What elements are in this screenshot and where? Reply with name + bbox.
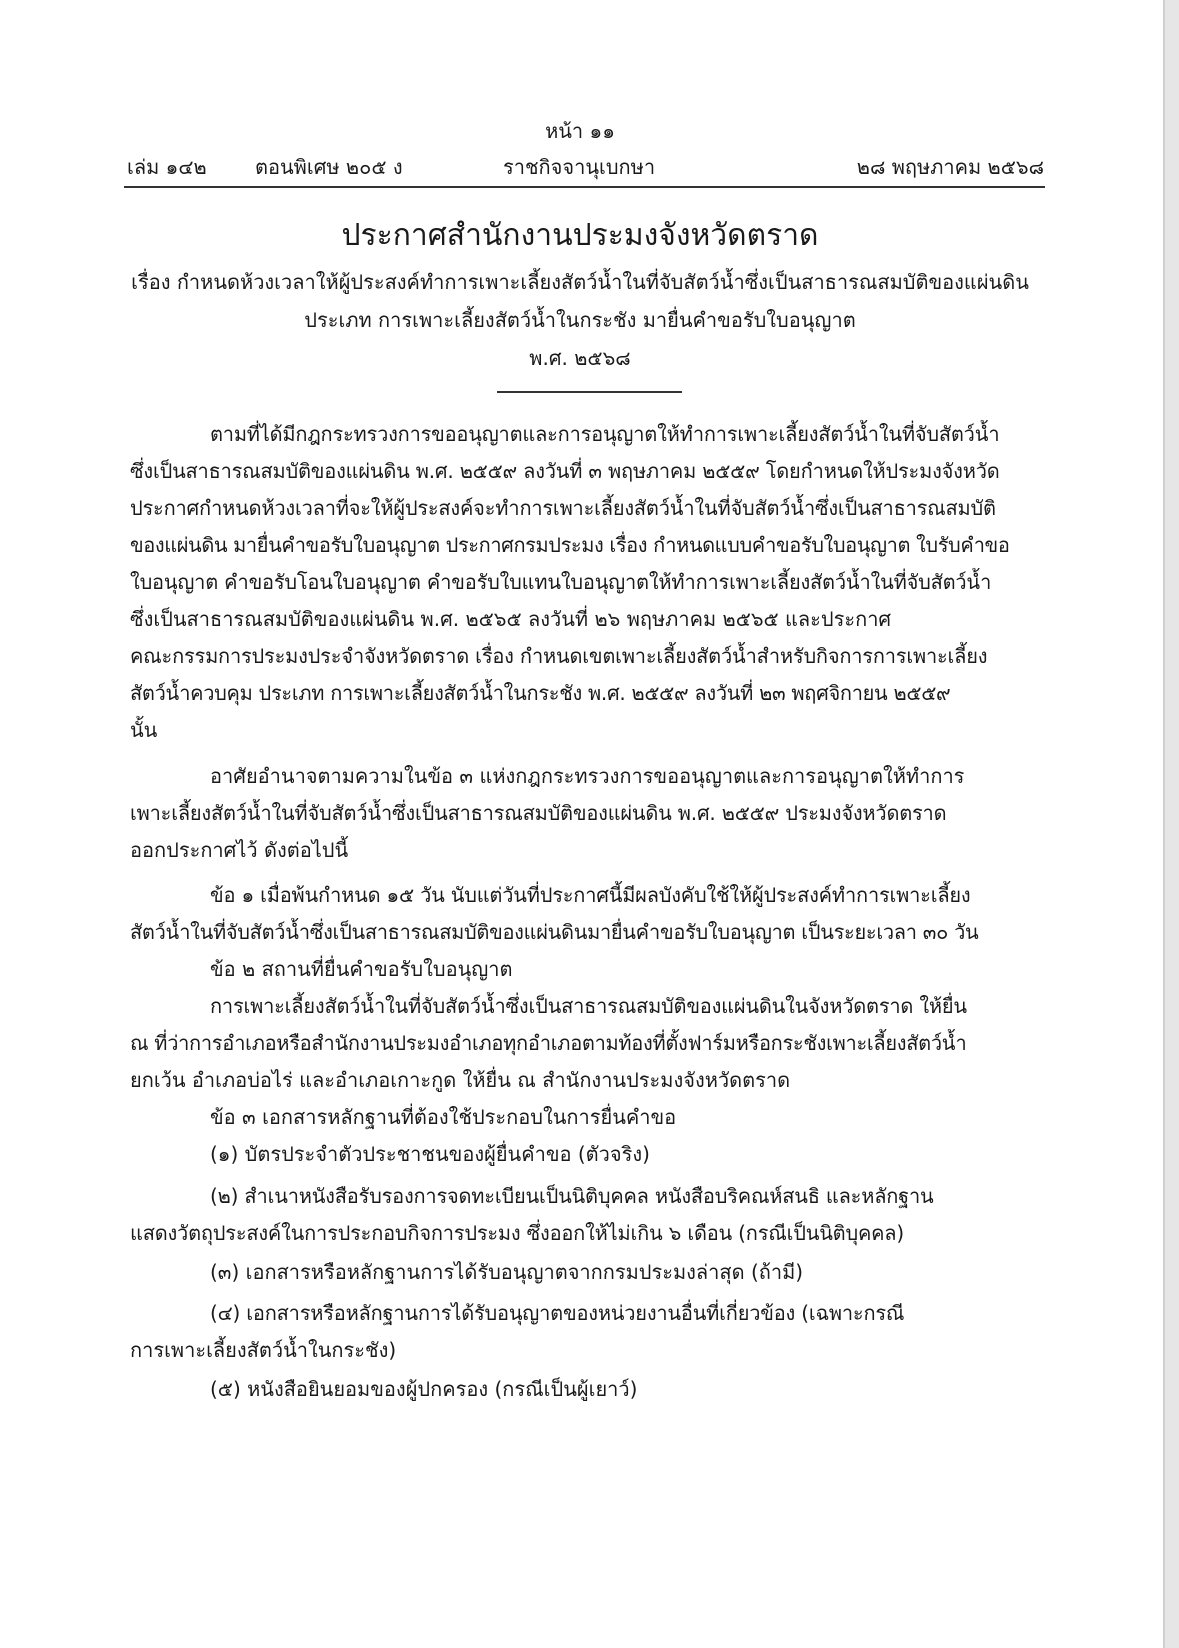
body-line: ข้อ ๒ สถานที่ยื่นคำขอรับใบอนุญาต [210,957,513,981]
body-line: ยกเว้น อำเภอบ่อไร่ และอำเภอเกาะกูด ให้ยื่น ณ สำนักงานประมงจังหวัดตราด [130,1068,791,1092]
body-line: ณ ที่ว่าการอำเภอหรือสำนักงานประมงอำเภอทุกอำเภอตามท้องที่ตั้งฟาร์มหรือกระชังเพาะเลี้ยงสัตว์น้ำ [130,1031,967,1055]
body-line: การเพาะเลี้ยงสัตว์น้ำในที่จับสัตว์น้ำซึ่งเป็นสาธารณสมบัติของแผ่นดินในจังหวัดตราด ให้ยื่น [210,994,967,1018]
announcement-subject-line-1: เรื่อง กำหนดห้วงเวลาให้ผู้ประสงค์ทำการเพาะเลี้ยงสัตว์น้ำในที่จับสัตว์น้ำซึ่งเป็นสาธารณสมบัติของแผ่นดิน [131,270,1029,294]
body-line: ข้อ ๓ เอกสารหลักฐานที่ต้องใช้ประกอบในการยื่นคำขอ [210,1105,677,1129]
title-divider [497,391,682,393]
issue-date: ๒๘ พฤษภาคม ๒๕๖๘ [856,155,1044,179]
body-line: คณะกรรมการประมงประจำจังหวัดตราด เรื่อง กำหนดเขตเพาะเลี้ยงสัตว์น้ำสำหรับกิจการการเพาะเลี้ยง [130,644,988,668]
body-line: (๔) เอกสารหรือหลักฐานการได้รับอนุญาตของหน่วยงานอื่นที่เกี่ยวข้อง (เฉพาะกรณี [210,1301,905,1325]
body-line: ประกาศกำหนดห้วงเวลาที่จะให้ผู้ประสงค์จะทำการเพาะเลี้ยงสัตว์น้ำในที่จับสัตว์น้ำซึ่งเป็นสาธารณสมบัติ [130,496,996,520]
announcement-subject-line-2: ประเภท การเพาะเลี้ยงสัตว์น้ำในกระชัง มายื่นคำขอรับใบอนุญาต [304,308,856,332]
header-divider [124,186,1045,188]
body-line: สัตว์น้ำในที่จับสัตว์น้ำซึ่งเป็นสาธารณสมบัติของแผ่นดินมายื่นคำขอรับใบอนุญาต เป็นระยะเวลา ๓๐ วัน [130,920,979,944]
body-line: ออกประกาศไว้ ดังต่อไปนี้ [130,838,349,862]
body-line: อาศัยอำนาจตามความในข้อ ๓ แห่งกฎกระทรวงการขออนุญาตและการอนุญาตให้ทำการ [210,764,965,788]
body-line: สัตว์น้ำควบคุม ประเภท การเพาะเลี้ยงสัตว์น้ำในกระชัง พ.ศ. ๒๕๕๙ ลงวันที่ ๒๓ พฤศจิกายน ๒๕๕๙ [130,681,951,705]
body-line: ข้อ ๑ เมื่อพ้นกำหนด ๑๕ วัน นับแต่วันที่ประกาศนี้มีผลบังคับใช้ให้ผู้ประสงค์ทำการเพาะเลี้ยง [210,883,971,907]
announcement-year: พ.ศ. ๒๕๖๘ [529,346,631,370]
volume-label: เล่ม ๑๔๒ [127,155,207,179]
running-header [127,151,1044,181]
body-line: ตามที่ได้มีกฎกระทรวงการขออนุญาตและการอนุญาตให้ทำการเพาะเลี้ยงสัตว์น้ำในที่จับสัตว์น้ำ [210,422,1000,446]
body-line: (๒) สำเนาหนังสือรับรองการจดทะเบียนเป็นนิติบุคคล หนังสือบริคณห์สนธิ และหลักฐาน [210,1184,934,1208]
body-line: ของแผ่นดิน มายื่นคำขอรับใบอนุญาต ประกาศกรมประมง เรื่อง กำหนดแบบคำขอรับใบอนุญาต ใบรับคำขอ [130,533,1010,557]
issue-label: ตอนพิเศษ ๒๐๕ ง [255,155,403,179]
body-line: การเพาะเลี้ยงสัตว์น้ำในกระชัง) [130,1338,397,1362]
body-line: ซึ่งเป็นสาธารณสมบัติของแผ่นดิน พ.ศ. ๒๕๕๙ ลงวันที่ ๓ พฤษภาคม ๒๕๕๙ โดยกำหนดให้ประมงจังหวัด [130,459,1000,483]
body-line: ซึ่งเป็นสาธารณสมบัติของแผ่นดิน พ.ศ. ๒๕๖๕ ลงวันที่ ๒๖ พฤษภาคม ๒๕๖๕ และประกาศ [130,607,892,631]
body-line: นั้น [130,718,158,742]
body-line: แสดงวัตถุประสงค์ในการประกอบกิจการประมง ซึ่งออกให้ไม่เกิน ๖ เดือน (กรณีเป็นนิติบุคคล) [130,1221,904,1245]
body-line: (๓) เอกสารหรือหลักฐานการได้รับอนุญาตจากกรมประมงล่าสุด (ถ้ามี) [210,1260,804,1284]
body-line: (๕) หนังสือยินยอมของผู้ปกครอง (กรณีเป็นผู้เยาว์) [210,1377,638,1401]
announcement-title: ประกาศสำนักงานประมงจังหวัดตราด [341,218,819,253]
body-line: ใบอนุญาต คำขอรับโอนใบอนุญาต คำขอรับใบแทนใบอนุญาตให้ทำการเพาะเลี้ยงสัตว์น้ำในที่จับสัตว์น้ำ [130,570,992,594]
page-edge [1165,0,1179,1648]
body-line: เพาะเลี้ยงสัตว์น้ำในที่จับสัตว์น้ำซึ่งเป็นสาธารณสมบัติของแผ่นดิน พ.ศ. ๒๕๕๙ ประมงจังหวัดตราด [130,801,947,825]
gazette-name: ราชกิจจานุเบกษา [503,155,656,179]
body-line: (๑) บัตรประจำตัวประชาชนของผู้ยื่นคำขอ (ตัวจริง) [210,1142,650,1166]
page-number: หน้า ๑๑ [545,119,615,143]
